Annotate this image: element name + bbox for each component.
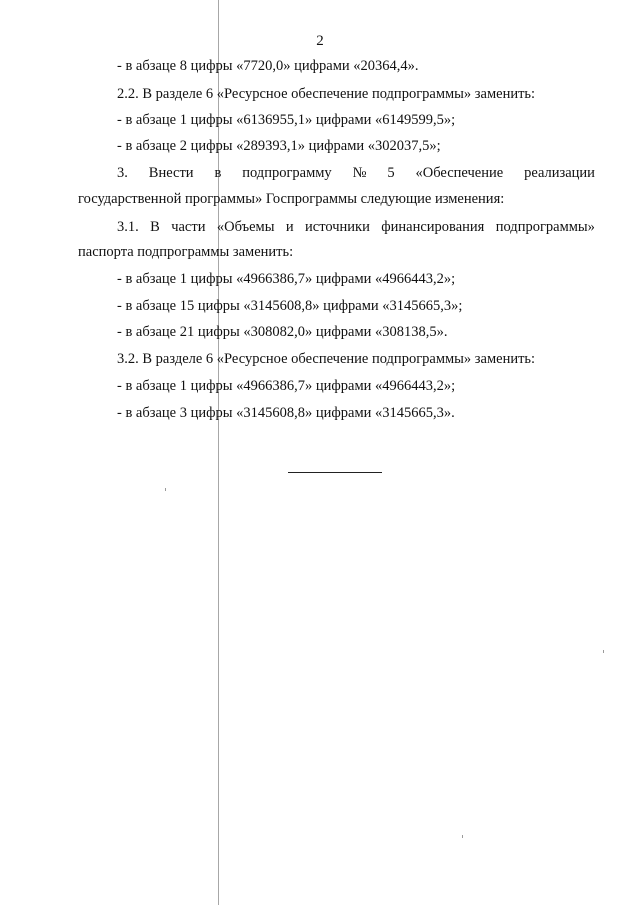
page-number: 2 (316, 33, 324, 49)
text-line-7-justified (117, 218, 595, 236)
text-line-8: паспорта подпрограммы заменить: (78, 244, 294, 260)
word: финансирования (381, 219, 485, 235)
text-line-10: - в абзаце 15 цифры «3145608,8» цифрами «3145665,3»; (117, 298, 463, 314)
word: источники (305, 219, 370, 235)
word: № (352, 165, 367, 181)
scan-fold-line (218, 0, 219, 905)
text-line-11: - в абзаце 21 цифры «308082,0» цифрами «308138,5». (117, 324, 448, 340)
word: «Объемы (216, 219, 275, 235)
text-line-12: 3.2. В разделе 6 «Ресурсное обеспечение подпрограммы» заменить: (117, 351, 536, 367)
scan-speck (165, 488, 166, 491)
closing-rule-divider (288, 472, 382, 473)
scan-speck (462, 835, 463, 838)
text-line-1: - в абзаце 8 цифры «7720,0» цифрами «20364,4». (117, 58, 419, 74)
scan-speck (603, 650, 604, 653)
word: 3. (117, 165, 128, 181)
text-line-14: - в абзаце 3 цифры «3145608,8» цифрами «3145665,3». (117, 405, 455, 421)
text-line-5-justified (117, 164, 595, 182)
text-line-3: - в абзаце 1 цифры «6136955,1» цифрами «6149599,5»; (117, 112, 456, 128)
word: подпрограмму (242, 165, 332, 181)
word: «Обеспечение (415, 165, 504, 181)
word: подпрограммы» (495, 219, 595, 235)
word: части (171, 219, 206, 235)
word: 5 (387, 165, 395, 181)
text-line-13: - в абзаце 1 цифры «4966386,7» цифрами «4966443,2»; (117, 378, 456, 394)
word: и (285, 219, 294, 235)
text-line-2: 2.2. В разделе 6 «Ресурсное обеспечение подпрограммы» заменить: (117, 86, 536, 102)
text-line-9: - в абзаце 1 цифры «4966386,7» цифрами «4966443,2»; (117, 271, 456, 287)
text-line-6: государственной программы» Госпрограммы следующие изменения: (78, 191, 505, 207)
word: Внести (148, 165, 194, 181)
text-line-4: - в абзаце 2 цифры «289393,1» цифрами «302037,5»; (117, 138, 441, 154)
word: в (214, 165, 222, 181)
word: В (150, 219, 160, 235)
word: 3.1. (117, 219, 139, 235)
word: реализации (524, 165, 595, 181)
